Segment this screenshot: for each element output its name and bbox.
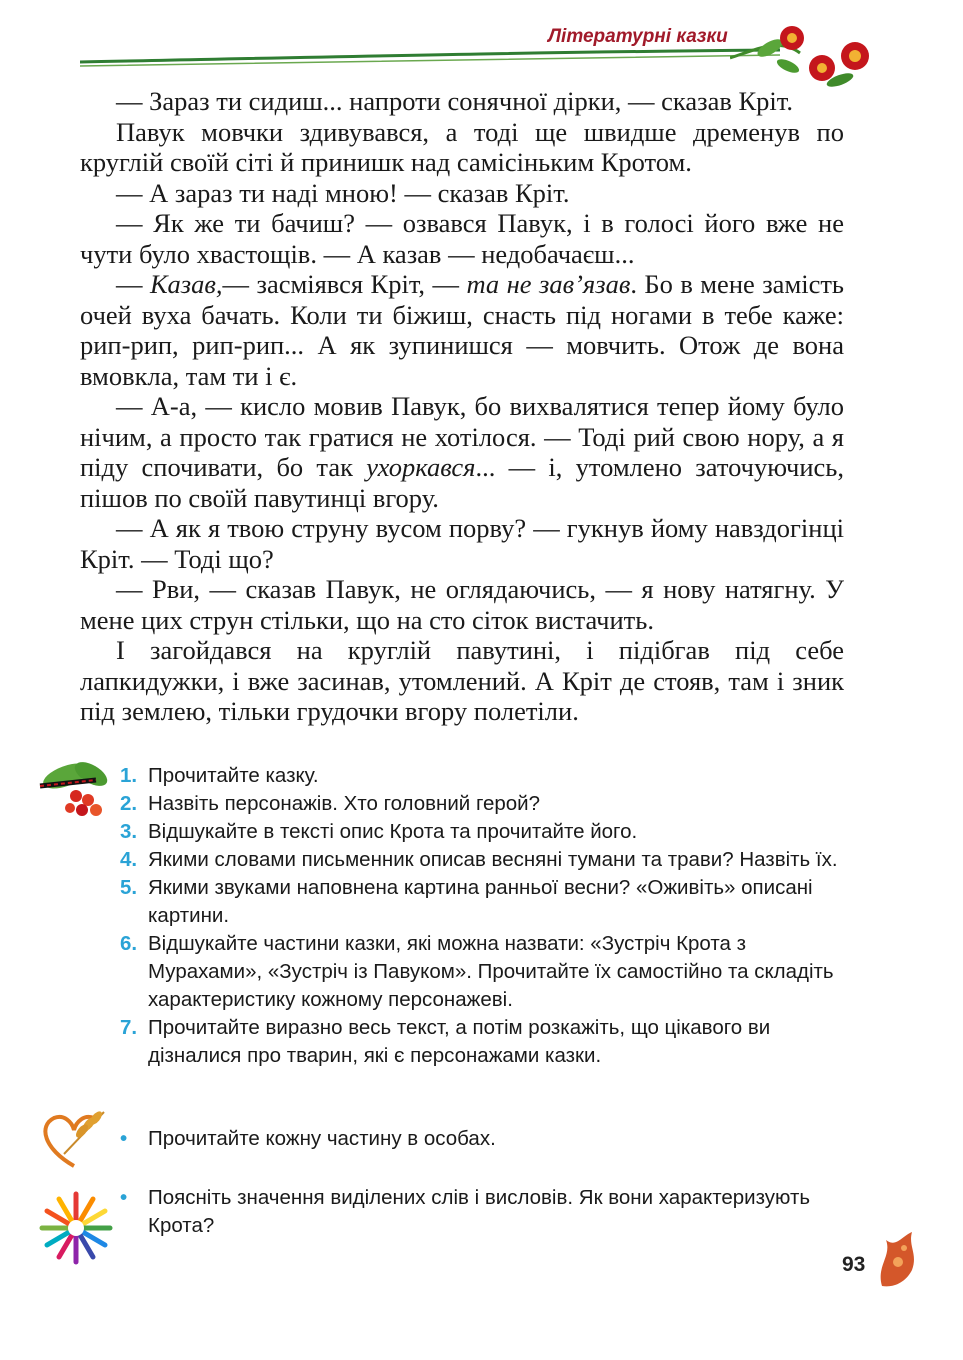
story-text-segment: — засміявся Кріт, —	[222, 269, 467, 299]
question-number: 3.	[120, 820, 138, 843]
question-item	[120, 846, 850, 874]
story-text-segment: — А як я твою струну вусом порву? — гукнув йому навздогінці Кріт. — Тоді що?	[80, 513, 844, 574]
question-item	[120, 874, 850, 930]
story-paragraph	[80, 178, 844, 209]
highlighted-phrase: та не зав’язав	[466, 269, 631, 299]
page-number: 93	[842, 1253, 866, 1276]
question-text: Якими словами письменник описав весняні тумани та трави? Назвіть їх.	[148, 848, 838, 871]
question-text: Прочитайте казку.	[148, 764, 319, 787]
question-number: 5.	[120, 876, 138, 899]
question-number: 2.	[120, 792, 138, 815]
question-item	[120, 930, 850, 1014]
story-text-segment: І загойдався на круглій павутині, і підібгав під себе лапкидужки, і вже засинав, утомлений. А Кріт де стояв, там і зник під землею, тільки грудочки вгору полетіли.	[80, 635, 844, 726]
story-paragraph	[80, 513, 844, 574]
story-text-segment: — Рви, — сказав Павук, не оглядаючись, — я нову натягну. У мене цих струн стільки, що на сто сіток вистачить.	[80, 574, 844, 635]
story-text-segment: — А-а, — кисло мовив Павук, бо вихвалятися тепер йому було нічим, а просто так гратися не хотілося. — Тоді рий свою нору, а я піду спочивати, бо так	[80, 391, 844, 482]
vocabulary-task	[120, 1184, 850, 1240]
section-title: Літературні казки	[548, 26, 728, 47]
wheat-heart-icon	[34, 1104, 114, 1174]
question-text: Якими звуками наповнена картина ранньої весни? «Оживіть» описані картини.	[148, 876, 813, 927]
question-item	[120, 1014, 850, 1070]
story-text-segment: — Як же ти бачиш? — озвався Павук, і в голосі його вже не чути було хвастощів. — А казав — недобачаєш...	[80, 208, 844, 269]
story-paragraph	[80, 391, 844, 513]
story-text-segment: . Бо в мене замість очей вуха бачать. Коли ти біжиш, снасть під ногами в тебе каже: рип-рип, рип-рип... А як зупинишся — мовчить. Отож де вона вмовкла, там ти і є.	[80, 269, 845, 391]
story-paragraph	[80, 117, 844, 178]
question-text: Відшукайте в тексті опис Крота та прочитайте його.	[148, 820, 638, 843]
story-text-segment: —	[116, 269, 150, 299]
question-text: Назвіть персонажів. Хто головний герой?	[148, 792, 541, 815]
story-text-segment: Павук мовчки здивувався, а тоді ще швидше дременув по круглій своїй сіті й принишк над самісіньким Кротом.	[80, 116, 844, 177]
question-number: 6.	[120, 932, 138, 955]
story-paragraph	[80, 574, 844, 635]
story-text	[80, 86, 844, 727]
highlighted-phrase: ухоркався	[366, 452, 476, 482]
question-number: 4.	[120, 848, 138, 871]
question-number: 1.	[120, 764, 138, 787]
ornament-icon	[872, 1226, 922, 1296]
story-paragraph	[80, 208, 844, 269]
questions-list	[120, 762, 850, 1070]
question-text: Відшукайте частини казки, які можна назвати: «Зустріч Крота з Мурахами», «Зустріч із Павуком». Прочитайте їх самостійно та складіть характеристику кожному персонажеві.	[148, 932, 834, 1011]
question-item	[120, 790, 850, 818]
color-pencils-icon	[36, 1188, 116, 1268]
bullet: •	[120, 1127, 128, 1150]
story-paragraph	[80, 635, 844, 727]
question-number: 7.	[120, 1016, 138, 1039]
group-task-text: Прочитайте кожну частину в особах.	[148, 1127, 496, 1150]
story-text-segment: — А зараз ти наді мною! — сказав Кріт.	[116, 177, 570, 208]
story-text-segment: ... — і, утомлено заточуючись, пішов по своїй павутинці вгору.	[80, 452, 844, 513]
group-reading-task	[120, 1125, 850, 1153]
question-text: Прочитайте виразно весь текст, а потім розкажіть, що цікавого ви дізналися про тварин, які є персонажами казки.	[148, 1016, 771, 1067]
leaf-berries-icon	[36, 756, 116, 826]
story-paragraph	[80, 86, 844, 117]
question-item	[120, 818, 850, 846]
highlighted-phrase: Казав,	[149, 269, 223, 299]
story-paragraph	[80, 269, 844, 391]
question-item	[120, 762, 850, 790]
story-text-segment: — Зараз ти сидиш... напроти сонячної дірки, — сказав Кріт.	[116, 86, 794, 116]
bullet: •	[120, 1186, 128, 1209]
vocabulary-task-text: Поясніть значення виділених слів і висловів. Як вони характеризують Крота?	[148, 1186, 811, 1237]
